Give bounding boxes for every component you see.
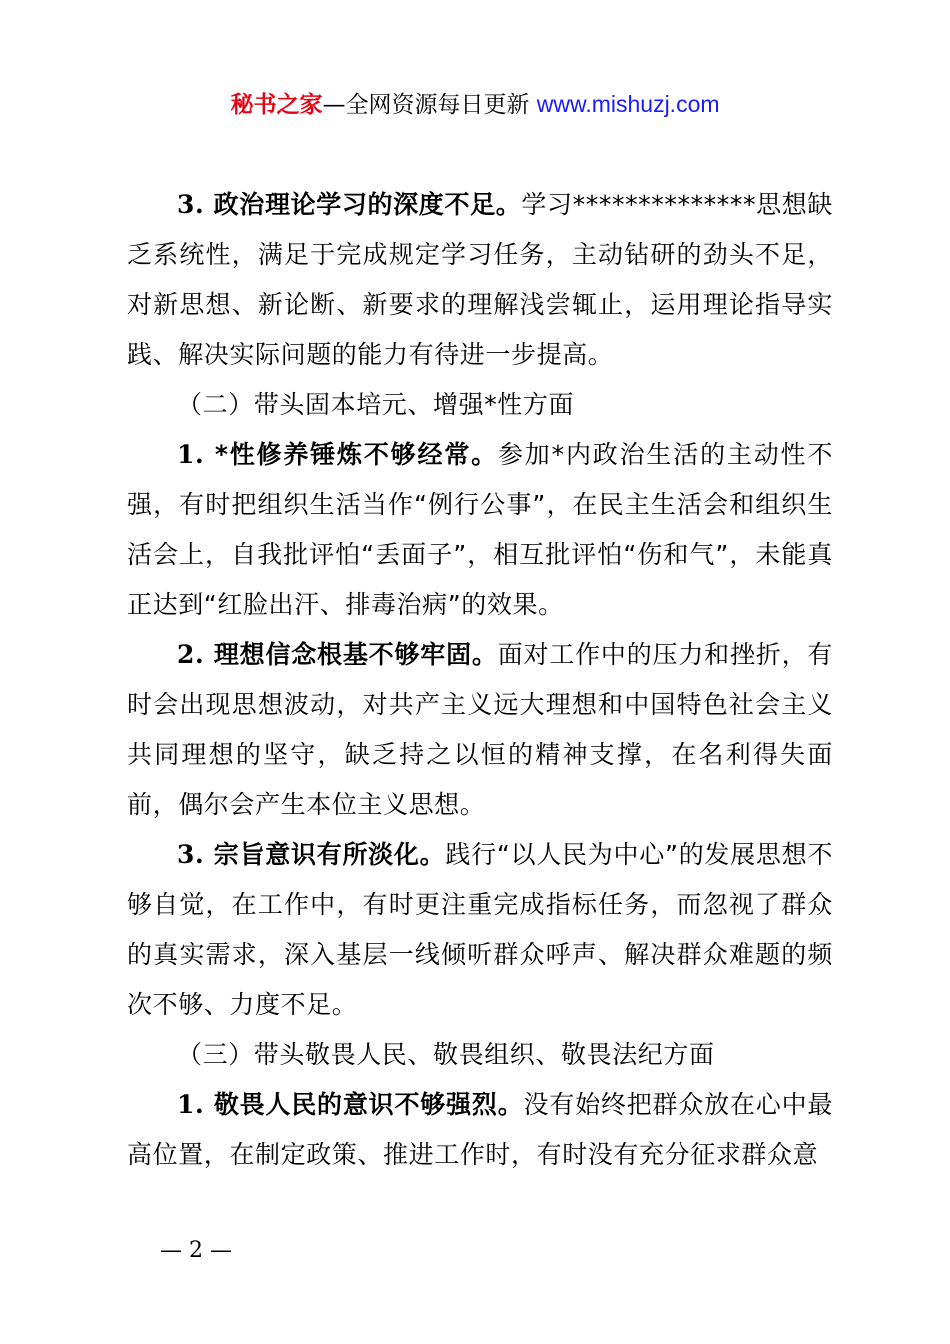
page-number: — 2 — <box>160 1238 232 1263</box>
item-text: 参加*内政治生活的主动性不强，有时把组织生活当作“例行公事”，在民主生活会和组织生活会上，自我批评怕“丢面子”，相互批评怕“伤和气”，未能真正达到“红脸出汗、排毒治病”的效果。 <box>127 440 833 619</box>
header-tagline: —全网资源每日更新 <box>322 92 537 118</box>
paragraph-1-respect-people <box>127 1080 833 1180</box>
item-number: 3. <box>177 190 214 219</box>
item-heading: 敬畏人民的意识不够强烈。 <box>213 1090 524 1119</box>
section-heading-text: （二）带头固本培元、增强*性方面 <box>177 390 575 419</box>
item-text: 学习**************思想缺乏系统性，满足于完成规定学习任务，主动钻研的劲头不足，对新思想、新论断、新要求的理解浅尝辄止，运用理论指导实践、解决实际问题的能力有待进一步提高。 <box>127 190 834 369</box>
site-url-link[interactable]: www.mishuzj.com <box>536 91 720 117</box>
item-text: 面对工作中的压力和挫折，有时会出现思想波动，对共产主义远大理想和中国特色社会主义共同理想的坚守，缺乏持之以恒的精神支撑，在名利得失面前，偶尔会产生本位主义思想。 <box>127 640 833 819</box>
paragraph-3-purpose-awareness <box>127 830 833 1030</box>
section-heading-3 <box>127 1030 833 1080</box>
item-number: 2. <box>177 640 214 669</box>
paragraph-1-party-cultivation <box>127 430 833 630</box>
section-heading-text: （三）带头敬畏人民、敬畏组织、敬畏法纪方面 <box>177 1040 715 1069</box>
item-heading: *性修养锤炼不够经常。 <box>214 440 498 469</box>
brand-name: 秘书之家 <box>230 92 323 118</box>
item-text: 践行“以人民为中心”的发展思想不够自觉，在工作中，有时更注重完成指标任务，而忽视了群众的真实需求，深入基层一线倾听群众呼声、解决群众难题的频次不够、力度不足。 <box>127 840 833 1019</box>
item-heading: 宗旨意识有所淡化。 <box>213 840 446 869</box>
item-number: 3. <box>177 840 214 869</box>
item-heading: 理想信念根基不够牢固。 <box>213 640 498 669</box>
item-text: 没有始终把群众放在心中最高位置，在制定政策、推进工作时，有时没有充分征求群众意 <box>127 1090 834 1169</box>
document-body <box>127 180 833 1180</box>
site-header <box>0 86 950 123</box>
paragraph-3-theory-study <box>127 180 833 380</box>
item-heading: 政治理论学习的深度不足。 <box>213 190 522 219</box>
item-number: 1. <box>177 440 215 469</box>
paragraph-2-ideals-beliefs <box>127 630 833 830</box>
item-number: 1. <box>177 1090 214 1119</box>
section-heading-2 <box>127 380 833 430</box>
